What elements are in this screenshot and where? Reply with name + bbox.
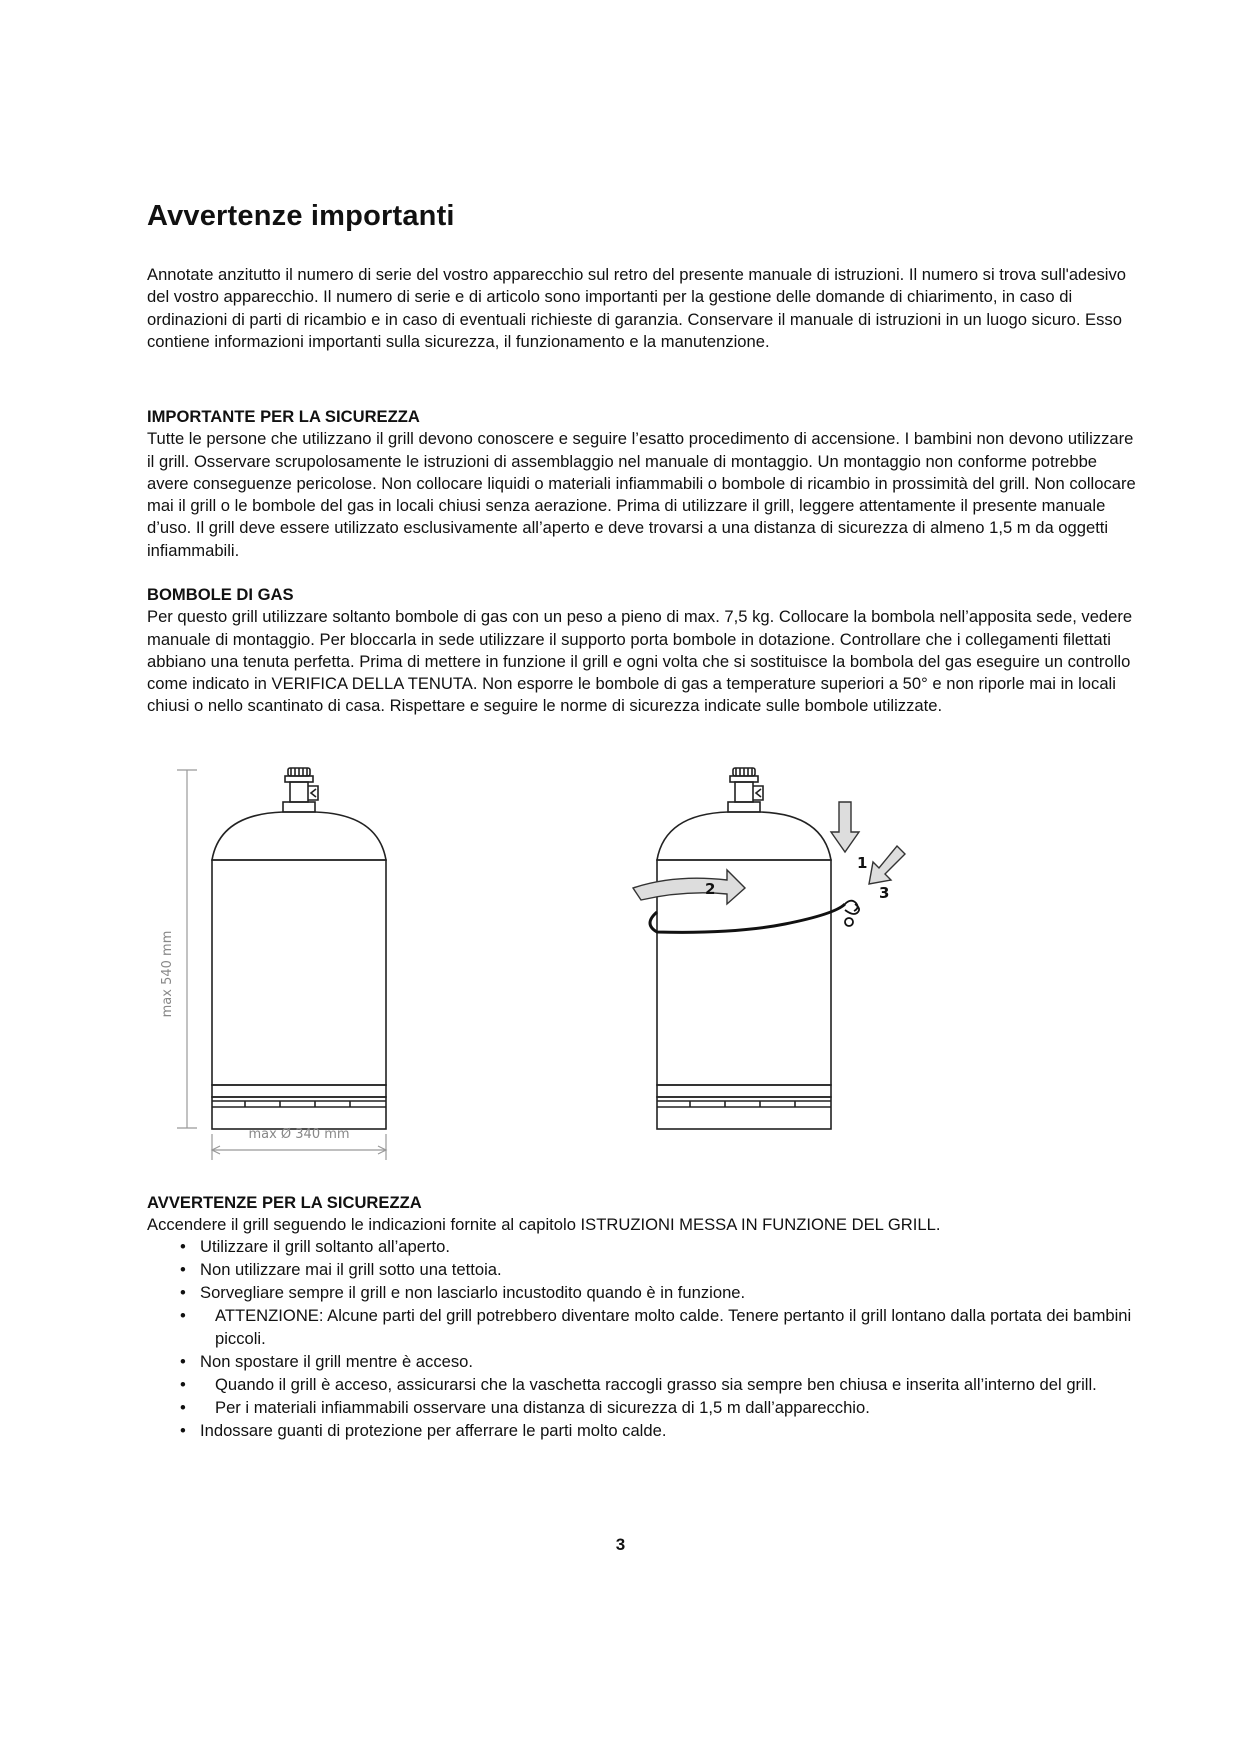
arrow-step-1-icon (831, 802, 867, 872)
height-label: max 540 mm (160, 930, 175, 1018)
safety-text: Tutte le persone che utilizzano il grill devono conoscere e seguire l’esatto procedimento di accensione. I bambini non devono utilizzare il grill. Osservare scrupolosamente le istruzioni di assemblaggio nel manuale di montaggio. Un montaggio non conforme potrebbe avere conseguenze pericolose. Non collocare liquidi o materiali infiammabili o bombole di ricambio in prossimità del grill. Non collocare mai il grill o le bombole del gas in locali chiusi senza aerazione. Prima di utilizzare il grill, leggere attentamente il presente manuale d’uso. Il grill deve essere utilizzato esclusivamente all’aperto e deve trovarsi a una distanza di sicurezza di almeno 1,5 m da oggetti infiammabili. (147, 429, 1136, 560)
list-item: • Per i materiali infiammabili osservare una distanza di sicurezza di 1,5 m dall’apparecchio. (147, 1397, 1137, 1419)
arrow-step-2-icon (633, 870, 745, 904)
intro-paragraph: Annotate anzitutto il numero di serie del vostro apparecchio sul retro del presente manuale di istruzioni. Il numero si trova sull'adesivo del vostro apparecchio. Il numero di serie e di articolo sono importanti per la gestione delle domande di chiarimento, in caso di ordinazioni di parti di ricambio e in caso di eventuali richieste di garanzia. Conservare il manuale di istruzioni in un luogo sicuro. Esso contiene informazioni importanti sulla sicurezza, il funzionamento e la manutenzione. (147, 265, 1127, 351)
page-number: 3 (615, 1535, 626, 1554)
arrow-step-3-icon (869, 846, 905, 902)
step-3-label: 3 (879, 884, 890, 902)
page-title: Avvertenze importanti (147, 200, 455, 232)
bullet-icon: • (180, 1306, 186, 1326)
list-item: • Non utilizzare mai il grill sotto una tettoia. (147, 1259, 1137, 1281)
bullet-icon: • (180, 1420, 186, 1440)
bullet-icon: • (180, 1283, 186, 1303)
diameter-label: max Ø 340 mm (248, 1127, 350, 1142)
step-1-label: 1 (857, 854, 868, 872)
bullet-icon: • (180, 1260, 186, 1280)
gas-cylinder-figure (145, 762, 945, 1162)
gas-heading: BOMBOLE DI GAS (147, 585, 294, 604)
list-item: • Sorvegliare sempre il grill e non lasciarlo incustodito quando è in funzione. (147, 1282, 1137, 1304)
gas-text: Per questo grill utilizzare soltanto bombole di gas con un peso a pieno di max. 7,5 kg. Collocare la bombola nell’apposita sede, vedere manuale di montaggio. Per bloccarla in sede utilizzare il supporto porta bombole in dotazione. Controllare che i collegamenti filettati abbiano una tenuta perfetta. Prima di mettere in funzione il grill e ogni volta che si sostituisce la bombola del gas eseguire un controllo come indicato in VERIFICA DELLA TENUTA. Non esporre le bombole di gas a temperature superiori a 50° e non riporle mai in locali chiusi o nello scantinato di casa. Rispettare e seguire le norme di sicurezza indicate sulle bombole utilizzate. (147, 607, 1133, 716)
list-item: • Non spostare il grill mentre è acceso. (147, 1351, 1137, 1373)
list-item: • Quando il grill è acceso, assicurarsi che la vaschetta raccogli grasso sia sempre ben chiusa e inserita all’interno del grill. (147, 1374, 1137, 1396)
hook-icon (845, 901, 859, 926)
bullet-icon: • (180, 1237, 186, 1256)
step-2-label: 2 (705, 880, 716, 898)
warnings-heading: AVVERTENZE PER LA SICUREZZA (147, 1193, 422, 1212)
height-dimension-line (177, 770, 197, 1128)
strap-cable (650, 904, 845, 932)
list-item: • Indossare guanti di protezione per afferrare le parti molto calde. (147, 1420, 1137, 1442)
list-item: • Utilizzare il grill soltanto all’aperto. (147, 1236, 1137, 1258)
bullet-icon: • (180, 1374, 186, 1394)
warnings-list (147, 1236, 1137, 1443)
cylinder-dimensions-drawing (212, 768, 386, 1129)
bullet-icon: • (180, 1351, 186, 1371)
warnings-intro: Accendere il grill seguendo le indicazioni fornite al capitolo ISTRUZIONI MESSA IN FUNZIONE DEL GRILL. (147, 1215, 941, 1235)
cylinder-mounting-drawing (657, 768, 831, 1129)
bullet-icon: • (180, 1397, 186, 1417)
safety-heading: IMPORTANTE PER LA SICUREZZA (147, 407, 420, 426)
list-item: • ATTENZIONE: Alcune parti del grill potrebbero diventare molto calde. Tenere pertanto il grill lontano dalla portata dei bambini piccoli. (180, 1306, 1132, 1348)
warnings-section (147, 1192, 1137, 1237)
gas-cylinders-section (147, 584, 1137, 718)
safety-section (147, 406, 1137, 562)
